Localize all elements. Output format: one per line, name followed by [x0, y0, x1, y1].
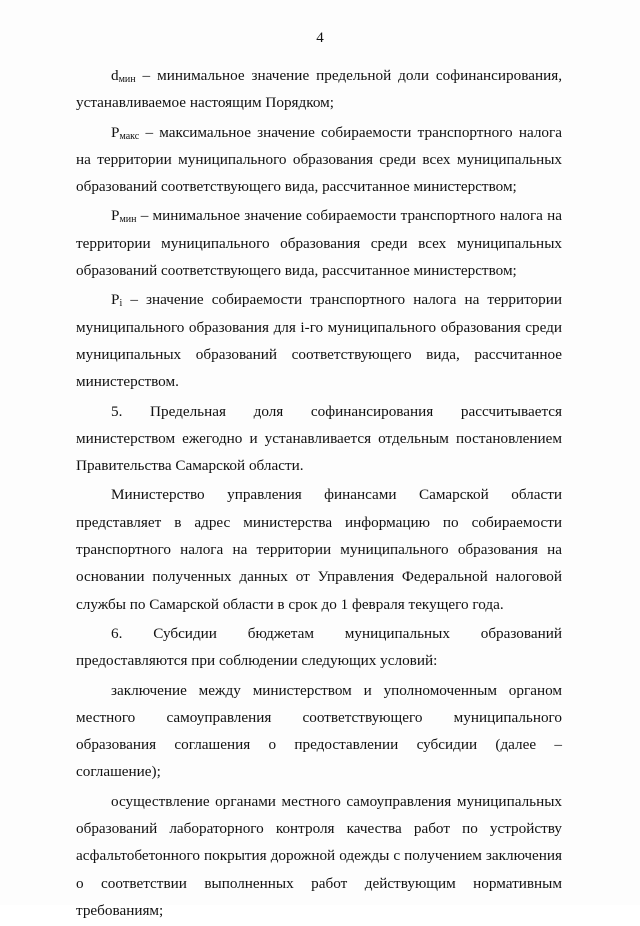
symbol-p: P	[111, 291, 120, 309]
subscript-min: мин	[119, 214, 137, 226]
subscript-min: мин	[118, 74, 136, 85]
condition-lab-control: осуществление органами местного самоуправления муниципальных образований лабораторного контроля качества работ по устройству асфальтобетонного покрытия дорожной одежды с получением заключения о соответствии выполненных работ действующим нормативным требованиям;	[76, 792, 562, 919]
symbol-d: d	[111, 67, 119, 84]
definition-text: – минимальное значение собираемости транспортного налога на территории муниципального образования среди всех муниципальных образований соответствующего вида, рассчитанное министерством;	[76, 207, 562, 280]
definition-d-min	[76, 62, 562, 117]
condition-agreement: заключение между министерством и уполномоченным органом местного самоуправления соответствующего муниципального образования соглашения о предоставлении субсидии (далее – соглашение);	[76, 681, 562, 781]
symbol-p: P	[111, 123, 120, 141]
item-5-paragraph: 5. Предельная доля софинансирования рассчитывается министерством ежегодно и устанавливается отдельным постановлением Правительства Самарской области.	[76, 402, 562, 475]
item-6-paragraph: 6. Субсидии бюджетам муниципальных образований предоставляются при соблюдении следующих условий:	[76, 624, 562, 670]
definition-text: – значение собираемости транспортного налога на территории муниципального образования для i-го муниципального образования среди муниципальных образований соответствующего вида, рассчитанное министерством.	[76, 291, 562, 391]
definition-p-i	[76, 286, 562, 395]
definition-p-min	[76, 202, 562, 284]
definition-text: – минимальное значение предельной доли софинансирования, устанавливаемое настоящим Порядком;	[76, 67, 562, 112]
definition-text: – максимальное значение собираемости транспортного налога на территории муниципального образования среди всех муниципальных образований соответствующего вида, рассчитанное министерством;	[76, 123, 562, 196]
page-number: 4	[316, 30, 324, 46]
document-body	[76, 62, 562, 926]
subscript-max: макс	[119, 130, 140, 142]
subscript-i: i	[119, 298, 123, 310]
symbol-p: P	[111, 207, 120, 225]
ministry-paragraph: Министерство управления финансами Самарской области представляет в адрес министерства информацию по собираемости транспортного налога на территории муниципального образования на основании полученных данных от Управления Федеральной налоговой службы по Самарской области в срок до 1 февраля текущего года.	[76, 486, 562, 613]
definition-p-max	[76, 119, 562, 201]
